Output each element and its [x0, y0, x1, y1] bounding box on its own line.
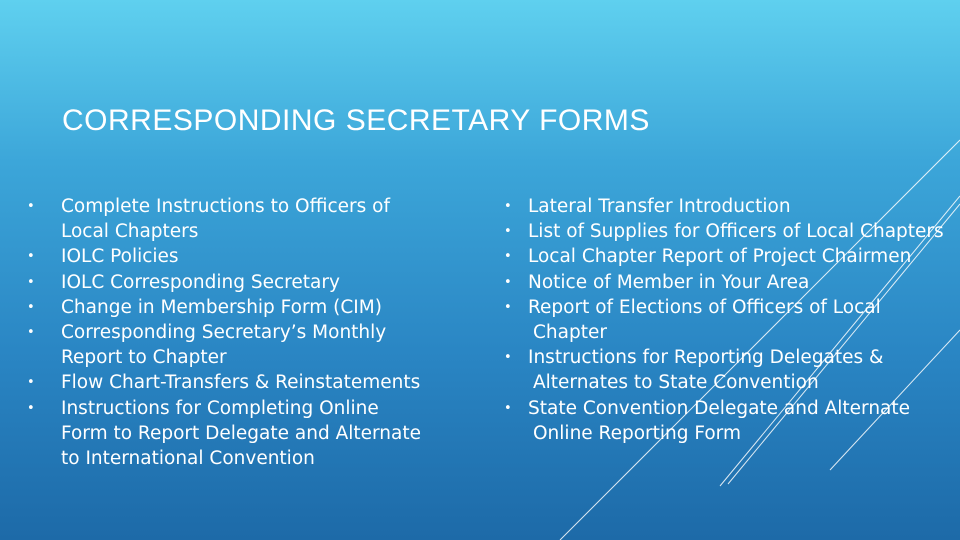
list-item-text: Local Chapter Report of Project Chairmen — [528, 246, 912, 268]
list-item — [500, 270, 960, 295]
list-item: • Complete Instructions to Officers of Local Chapters — [26, 194, 426, 244]
list-item — [500, 219, 960, 244]
list-item — [500, 194, 960, 219]
list-item — [500, 396, 960, 446]
list-item-text: Instructions for Reporting Delegates & — [528, 347, 884, 369]
list-item: • Change in Membership Form (CIM) — [26, 295, 426, 320]
list-item-text: Notice of Member in Your Area — [528, 271, 810, 293]
right-forms-list — [500, 194, 960, 446]
list-item — [500, 244, 960, 269]
list-item: • IOLC Policies — [26, 244, 426, 269]
list-item-text: List of Supplies for Officers of Local Chapters — [528, 221, 944, 243]
list-item: • Instructions for Completing Online Form to Report Delegate and Alternate to International Convention — [26, 396, 426, 472]
list-item-text: State Convention Delegate and Alternate — [528, 397, 911, 419]
list-item-text-continued: Chapter — [533, 322, 607, 344]
list-item — [500, 345, 960, 395]
list-item-text: Lateral Transfer Introduction — [528, 196, 791, 217]
list-item-text: Report of Elections of Officers of Local — [528, 296, 881, 318]
list-item-text-continued: Alternates to State Convention — [533, 372, 819, 394]
list-item — [500, 295, 960, 345]
list-item: • Flow Chart-Transfers & Reinstatements — [26, 370, 426, 395]
list-item: • IOLC Corresponding Secretary — [26, 270, 426, 295]
slide-title: CORRESPONDING SECRETARY FORMS — [62, 104, 650, 137]
list-item: • Corresponding Secretary’s Monthly Report to Chapter — [26, 320, 426, 370]
left-forms-list — [26, 194, 426, 471]
list-item-text-continued: Online Reporting Form — [533, 422, 741, 444]
